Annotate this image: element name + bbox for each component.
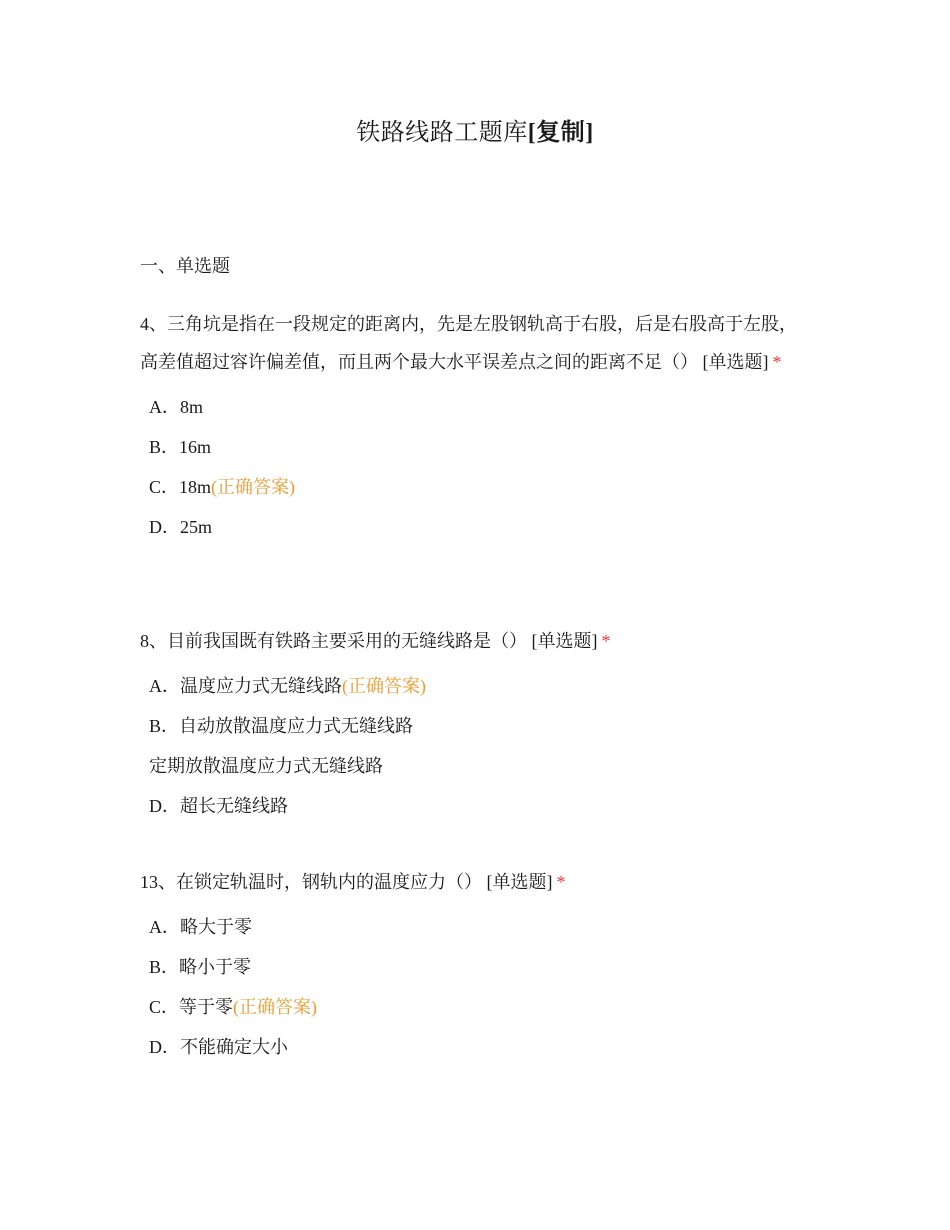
- document-title: [0, 112, 950, 147]
- option-letter: A．: [149, 397, 180, 417]
- option-a[interactable]: [140, 666, 810, 706]
- option-d[interactable]: [140, 1027, 810, 1067]
- option-list: [140, 907, 810, 1067]
- option-letter: C．: [149, 477, 180, 497]
- option-letter: A．: [149, 917, 180, 937]
- question-text: [140, 622, 810, 660]
- question-type: [单选题]: [531, 631, 598, 651]
- question-stem: 4、三角坑是指在一段规定的距离内，先是左股钢轨高于右股，后是右股高于左股，高差值超过容许偏差值，而且两个最大水平误差点之间的距离不足（）: [140, 314, 797, 372]
- option-c[interactable]: [140, 467, 810, 507]
- option-letter: B．: [149, 716, 180, 736]
- document-title-suffix: [复制]: [527, 120, 594, 146]
- option-a[interactable]: [140, 907, 810, 947]
- option-text: 超长无缝线路: [180, 796, 288, 816]
- option-text: 等于零: [179, 997, 234, 1017]
- option-text: 温度应力式无缝线路: [180, 676, 342, 696]
- option-text: 自动放散温度应力式无缝线路: [179, 716, 414, 736]
- option-letter: C．: [149, 997, 180, 1017]
- option-list: [140, 387, 810, 547]
- question-stem: 8、目前我国既有铁路主要采用的无缝线路是（）: [140, 631, 527, 651]
- option-text: 8m: [180, 397, 204, 417]
- required-marker: *: [556, 872, 566, 892]
- question-2: [140, 622, 810, 826]
- correct-answer-label: (正确答案): [211, 477, 296, 497]
- option-letter: D．: [149, 1037, 180, 1057]
- option-c[interactable]: [140, 746, 810, 786]
- option-d[interactable]: [140, 507, 810, 547]
- question-type: [单选题]: [486, 872, 553, 892]
- option-b[interactable]: [140, 706, 810, 746]
- option-list: [140, 666, 810, 826]
- option-d[interactable]: [140, 786, 810, 826]
- section-heading: 一、单选题: [140, 256, 230, 276]
- option-letter: B．: [149, 957, 180, 977]
- correct-answer-label: (正确答案): [342, 676, 426, 696]
- document-title-main: 铁路线路工题库: [356, 120, 528, 146]
- option-text: 略大于零: [180, 917, 252, 937]
- option-b[interactable]: [140, 427, 810, 467]
- correct-answer-label: (正确答案): [233, 997, 318, 1017]
- question-3: [140, 863, 810, 1067]
- required-marker: *: [772, 352, 782, 372]
- option-c[interactable]: [140, 987, 810, 1027]
- option-text: 略小于零: [179, 957, 252, 977]
- question-text: [140, 863, 810, 901]
- option-letter: D．: [149, 796, 180, 816]
- question-text: [140, 305, 810, 381]
- option-letter: A．: [149, 676, 180, 696]
- option-text: 18m: [179, 477, 212, 497]
- option-b[interactable]: [140, 947, 810, 987]
- required-marker: *: [601, 631, 611, 651]
- option-text: 16m: [179, 437, 212, 457]
- option-text: 不能确定大小: [180, 1037, 288, 1057]
- option-text: 定期放散温度应力式无缝线路: [149, 756, 383, 776]
- option-letter: D．: [149, 517, 180, 537]
- question-type: [单选题]: [702, 352, 769, 372]
- option-a[interactable]: [140, 387, 810, 427]
- option-text: 25m: [180, 517, 213, 537]
- question-stem: 13、在锁定轨温时，钢轨内的温度应力（）: [140, 872, 482, 892]
- option-letter: B．: [149, 437, 180, 457]
- question-1: [140, 305, 810, 547]
